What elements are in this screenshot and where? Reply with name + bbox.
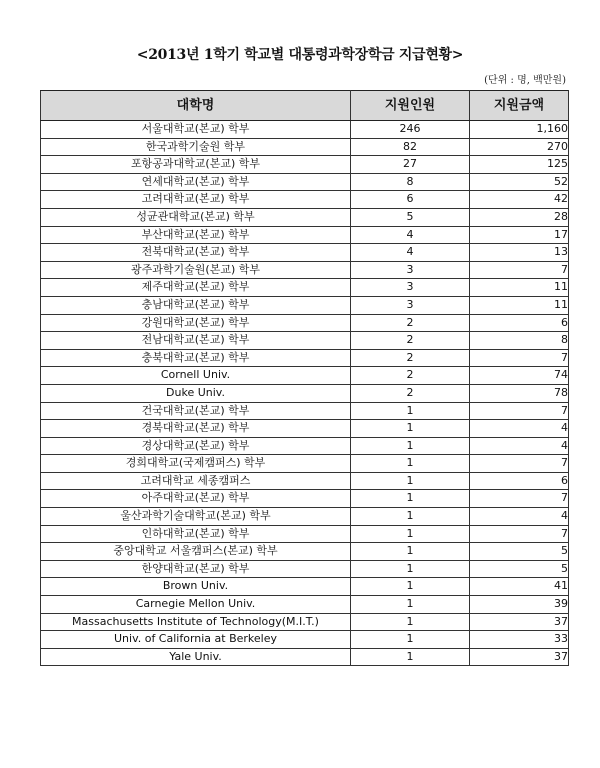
count-cell: 4 [351, 226, 470, 244]
table-row [41, 560, 569, 578]
table-row [41, 138, 569, 156]
table-row [41, 631, 569, 649]
university-cell: Carnegie Mellon Univ. [41, 596, 351, 614]
table-row [41, 332, 569, 350]
count-cell: 27 [351, 156, 470, 174]
amount-cell: 7 [470, 349, 569, 367]
table-row [41, 455, 569, 473]
count-cell: 1 [351, 490, 470, 508]
amount-cell: 11 [470, 279, 569, 297]
document-title: <2013년 1학기 학교별 대통령과학장학금 지급현황> [136, 47, 464, 63]
count-cell: 8 [351, 173, 470, 191]
header-row [41, 91, 569, 121]
amount-cell: 42 [470, 191, 569, 209]
university-cell: 한양대학교(본교) 학부 [41, 560, 351, 578]
amount-cell: 7 [470, 261, 569, 279]
amount-cell: 5 [470, 560, 569, 578]
header-university: 대학명 [41, 91, 351, 121]
count-cell: 6 [351, 191, 470, 209]
table-row [41, 296, 569, 314]
university-cell: 중앙대학교 서울캠퍼스(본교) 학부 [41, 543, 351, 561]
university-cell: 건국대학교(본교) 학부 [41, 402, 351, 420]
university-cell: 고려대학교 세종캠퍼스 [41, 472, 351, 490]
count-cell: 1 [351, 648, 470, 666]
table-row [41, 384, 569, 402]
amount-cell: 8 [470, 332, 569, 350]
amount-cell: 6 [470, 314, 569, 332]
amount-cell: 37 [470, 648, 569, 666]
table-row [41, 508, 569, 526]
amount-cell: 7 [470, 402, 569, 420]
count-cell: 2 [351, 349, 470, 367]
table-row [41, 543, 569, 561]
table-row [41, 244, 569, 262]
count-cell: 1 [351, 613, 470, 631]
table-body [41, 121, 569, 666]
count-cell: 3 [351, 261, 470, 279]
table-row [41, 367, 569, 385]
university-cell: Cornell Univ. [41, 367, 351, 385]
table-row [41, 208, 569, 226]
university-cell: Duke Univ. [41, 384, 351, 402]
amount-cell: 41 [470, 578, 569, 596]
count-cell: 5 [351, 208, 470, 226]
count-cell: 1 [351, 578, 470, 596]
university-cell: 전남대학교(본교) 학부 [41, 332, 351, 350]
table-row [41, 613, 569, 631]
university-cell: Brown Univ. [41, 578, 351, 596]
table-row [41, 279, 569, 297]
table-row [41, 314, 569, 332]
unit-note: (단위 : 명, 백만원) [484, 75, 566, 86]
university-cell: Yale Univ. [41, 648, 351, 666]
amount-cell: 39 [470, 596, 569, 614]
university-cell: 고려대학교(본교) 학부 [41, 191, 351, 209]
table-row [41, 261, 569, 279]
count-cell: 1 [351, 508, 470, 526]
count-cell: 2 [351, 367, 470, 385]
amount-cell: 270 [470, 138, 569, 156]
table-row [41, 437, 569, 455]
table-row [41, 490, 569, 508]
university-cell: Univ. of California at Berkeley [41, 631, 351, 649]
count-cell: 1 [351, 543, 470, 561]
amount-cell: 6 [470, 472, 569, 490]
count-cell: 1 [351, 472, 470, 490]
amount-cell: 125 [470, 156, 569, 174]
amount-cell: 4 [470, 420, 569, 438]
university-cell: 성균관대학교(본교) 학부 [41, 208, 351, 226]
amount-cell: 4 [470, 437, 569, 455]
scholarship-table [40, 90, 569, 666]
amount-cell: 13 [470, 244, 569, 262]
amount-cell: 4 [470, 508, 569, 526]
amount-cell: 33 [470, 631, 569, 649]
table-row [41, 578, 569, 596]
table-row [41, 525, 569, 543]
university-cell: 아주대학교(본교) 학부 [41, 490, 351, 508]
university-cell: 서울대학교(본교) 학부 [41, 121, 351, 139]
count-cell: 2 [351, 332, 470, 350]
university-cell: 한국과학기술원 학부 [41, 138, 351, 156]
university-cell: 전북대학교(본교) 학부 [41, 244, 351, 262]
amount-cell: 78 [470, 384, 569, 402]
university-cell: 부산대학교(본교) 학부 [41, 226, 351, 244]
count-cell: 3 [351, 279, 470, 297]
table-row [41, 596, 569, 614]
amount-cell: 28 [470, 208, 569, 226]
count-cell: 1 [351, 437, 470, 455]
amount-cell: 74 [470, 367, 569, 385]
amount-cell: 1,160 [470, 121, 569, 139]
amount-cell: 7 [470, 490, 569, 508]
university-cell: 포항공과대학교(본교) 학부 [41, 156, 351, 174]
amount-cell: 5 [470, 543, 569, 561]
count-cell: 1 [351, 525, 470, 543]
table-row [41, 121, 569, 139]
amount-cell: 17 [470, 226, 569, 244]
university-cell: Massachusetts Institute of Technology(M.I.T.) [41, 613, 351, 631]
university-cell: 충남대학교(본교) 학부 [41, 296, 351, 314]
university-cell: 경북대학교(본교) 학부 [41, 420, 351, 438]
header-count: 지원인원 [351, 91, 470, 121]
count-cell: 1 [351, 420, 470, 438]
count-cell: 2 [351, 384, 470, 402]
table-row [41, 349, 569, 367]
table-row [41, 648, 569, 666]
amount-cell: 7 [470, 525, 569, 543]
university-cell: 인하대학교(본교) 학부 [41, 525, 351, 543]
count-cell: 4 [351, 244, 470, 262]
table-row [41, 472, 569, 490]
university-cell: 광주과학기술원(본교) 학부 [41, 261, 351, 279]
header-amount: 지원금액 [470, 91, 569, 121]
university-cell: 울산과학기술대학교(본교) 학부 [41, 508, 351, 526]
count-cell: 82 [351, 138, 470, 156]
count-cell: 1 [351, 596, 470, 614]
count-cell: 1 [351, 631, 470, 649]
university-cell: 경희대학교(국제캠퍼스) 학부 [41, 455, 351, 473]
university-cell: 충북대학교(본교) 학부 [41, 349, 351, 367]
count-cell: 1 [351, 402, 470, 420]
count-cell: 2 [351, 314, 470, 332]
count-cell: 246 [351, 121, 470, 139]
amount-cell: 11 [470, 296, 569, 314]
count-cell: 1 [351, 560, 470, 578]
count-cell: 1 [351, 455, 470, 473]
table-row [41, 191, 569, 209]
table-header [41, 91, 569, 121]
amount-cell: 37 [470, 613, 569, 631]
university-cell: 경상대학교(본교) 학부 [41, 437, 351, 455]
table-row [41, 402, 569, 420]
university-cell: 강원대학교(본교) 학부 [41, 314, 351, 332]
amount-cell: 7 [470, 455, 569, 473]
table-row [41, 420, 569, 438]
amount-cell: 52 [470, 173, 569, 191]
count-cell: 3 [351, 296, 470, 314]
table-row [41, 173, 569, 191]
table-row [41, 226, 569, 244]
university-cell: 제주대학교(본교) 학부 [41, 279, 351, 297]
university-cell: 연세대학교(본교) 학부 [41, 173, 351, 191]
table-row [41, 156, 569, 174]
